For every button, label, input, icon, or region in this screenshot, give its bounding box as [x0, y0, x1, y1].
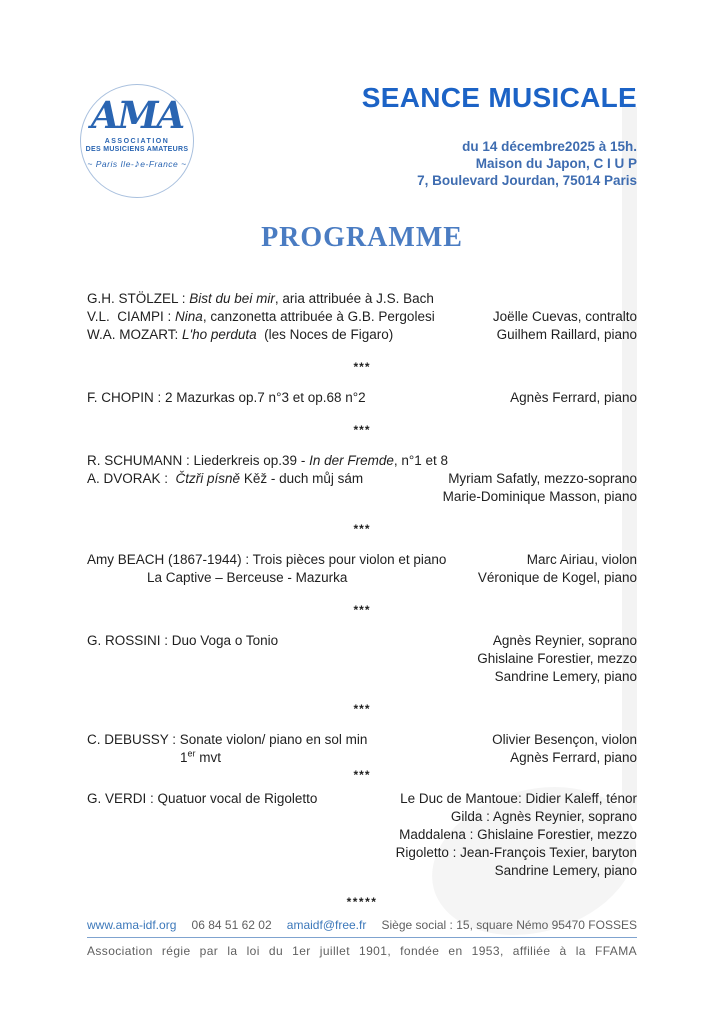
program-row-performers: Sandrine Lemery, piano	[494, 669, 637, 684]
program-row	[87, 668, 637, 686]
program-text-segment: F. CHOPIN : 2 Mazurkas op.7 n°3 et op.68 n°2	[87, 390, 366, 405]
program-row	[87, 790, 637, 808]
logo-association-line: ASSOCIATION	[104, 138, 170, 145]
program-text-segment: (les Noces de Figaro)	[256, 327, 394, 342]
program-separator: ***	[353, 768, 371, 782]
program-row-performers: Olivier Besençon, violon	[492, 732, 637, 747]
program-row-work	[87, 290, 434, 308]
program-separator: ***	[353, 360, 371, 374]
logo-region-suffix: e-France ~	[140, 159, 187, 169]
program-row	[87, 389, 637, 407]
program-row-work	[87, 389, 366, 407]
website-link[interactable]: www.ama-idf.org	[87, 918, 177, 932]
program-text-segment: L'ho perduta	[182, 327, 257, 342]
program-separator: ***	[353, 423, 371, 437]
program-row	[87, 551, 637, 569]
logo-region-prefix: ~ Paris Ile-	[87, 159, 135, 169]
page-title: SEANCE MUSICALE	[361, 82, 637, 113]
program-separator: ***	[353, 702, 371, 716]
program-row	[87, 308, 637, 326]
program-row-work	[87, 551, 446, 569]
program-row	[87, 326, 637, 344]
program-row	[87, 569, 637, 587]
program-text-segment: 1	[180, 750, 188, 765]
program-row-performers: Ghislaine Forestier, mezzo	[477, 651, 637, 666]
program-row-work	[87, 749, 221, 767]
program-row	[87, 650, 637, 668]
section-title-programme: PROGRAMME	[261, 222, 463, 253]
program-row-work	[87, 790, 317, 808]
program-separator: *****	[346, 895, 378, 909]
program-text-segment: R. SCHUMANN : Liederkreis op.39 -	[87, 453, 310, 468]
program-text-segment: mvt	[195, 750, 222, 765]
program-text-segment: G. ROSSINI : Duo Voga o Tonio	[87, 633, 279, 648]
ama-monogram: AMA	[90, 93, 184, 137]
program-row-performers: Maddalena : Ghislaine Forestier, mezzo	[399, 827, 637, 842]
program-text-segment: er	[187, 748, 196, 759]
program-row	[87, 749, 637, 767]
event-details	[362, 138, 637, 189]
program-row-performers: Myriam Safatly, mezzo-soprano	[448, 471, 637, 486]
program-row	[87, 862, 637, 880]
program-row-performers: Agnès Reynier, soprano	[492, 633, 637, 648]
program-text-segment: Nina	[175, 309, 203, 324]
program-row-work	[87, 632, 278, 650]
program-separator: ***	[353, 522, 371, 536]
music-note-icon: ♪	[134, 158, 141, 170]
program-row	[87, 470, 637, 488]
program-row-performers: Agnès Ferrard, piano	[510, 750, 637, 765]
program-row-work	[87, 569, 347, 587]
program-text-segment: , canzonetta attribuée à G.B. Pergolesi	[202, 309, 435, 324]
program-row-performers: Agnès Ferrard, piano	[510, 390, 637, 405]
program-text-segment: C. DEBUSSY : Sonate violon/ piano en sol min	[87, 732, 368, 747]
email-link[interactable]: amaidf@free.fr	[286, 918, 367, 932]
program-row-performers: Rigoletto : Jean-François Texier, baryton	[395, 845, 637, 860]
program-row-performers: Marie-Dominique Masson, piano	[442, 489, 637, 504]
program-text-segment: A. DVORAK :	[87, 471, 176, 486]
event-date: du 14 décembre2025 à 15h.	[462, 139, 637, 154]
program-text-segment: La Captive – Berceuse - Mazurka	[147, 570, 348, 585]
ama-logo	[80, 84, 194, 198]
footer	[87, 918, 637, 958]
phone-number: 06 84 51 62 02	[191, 918, 272, 932]
program-row-work	[87, 308, 435, 326]
footer-contact-line	[87, 918, 637, 938]
registered-office-address: Siège social : 15, square Némo 95470 FOSSES	[381, 918, 637, 932]
program-row-work	[87, 326, 393, 344]
program-row	[87, 452, 637, 470]
program-row	[87, 290, 637, 308]
program-text-segment: Bist du bei mir	[189, 291, 275, 306]
program-row	[87, 731, 637, 749]
program-row-performers: Véronique de Kogel, piano	[477, 570, 637, 585]
program-text-segment: Kěž - duch můj sám	[240, 471, 364, 486]
program-text-segment: , aria attribuée à J.S. Bach	[274, 291, 434, 306]
program-text-segment: V.L. CIAMPI :	[87, 309, 176, 324]
event-address: 7, Boulevard Jourdan, 75014 Paris	[417, 173, 637, 188]
program-row-work	[87, 452, 448, 470]
program-text-segment: G. VERDI : Quatuor vocal de Rigoletto	[87, 791, 318, 806]
program-text-segment: G.H. STÖLZEL :	[87, 291, 190, 306]
header	[362, 82, 637, 189]
program-row	[87, 488, 637, 506]
program-row-work	[87, 470, 363, 488]
logo-musiciens-line: DES MUSICIENS AMATEURS	[85, 146, 189, 153]
program-text-segment: Amy BEACH (1867-1944) : Trois pièces pour violon et piano	[87, 552, 447, 567]
program-text-segment: In der Fremde	[309, 453, 394, 468]
program-list	[87, 290, 637, 924]
program-row-performers: Joëlle Cuevas, contralto	[492, 309, 637, 324]
program-text-segment: W.A. MOZART:	[87, 327, 183, 342]
program-row	[87, 826, 637, 844]
program-row	[87, 808, 637, 826]
program-text-segment: , n°1 et 8	[393, 453, 449, 468]
event-venue: Maison du Japon, C I U P	[475, 156, 637, 171]
program-row-performers: Marc Airiau, violon	[526, 552, 637, 567]
program-row-performers: Le Duc de Mantoue: Didier Kaleff, ténor	[400, 791, 637, 806]
program-separator: ***	[353, 603, 371, 617]
program-row	[87, 632, 637, 650]
program-row-performers: Sandrine Lemery, piano	[494, 863, 637, 878]
program-row-performers: Gilda : Agnès Reynier, soprano	[450, 809, 637, 824]
logo-region-line	[81, 158, 193, 170]
program-row-work	[87, 731, 367, 749]
program-row-performers: Guilhem Raillard, piano	[496, 327, 637, 342]
legal-line: Association régie par la loi du 1er juillet 1901, fondée en 1953, affiliée à la FFAMA	[87, 944, 637, 958]
program-row	[87, 844, 637, 862]
program-text-segment: Čtzři písně	[175, 471, 241, 486]
